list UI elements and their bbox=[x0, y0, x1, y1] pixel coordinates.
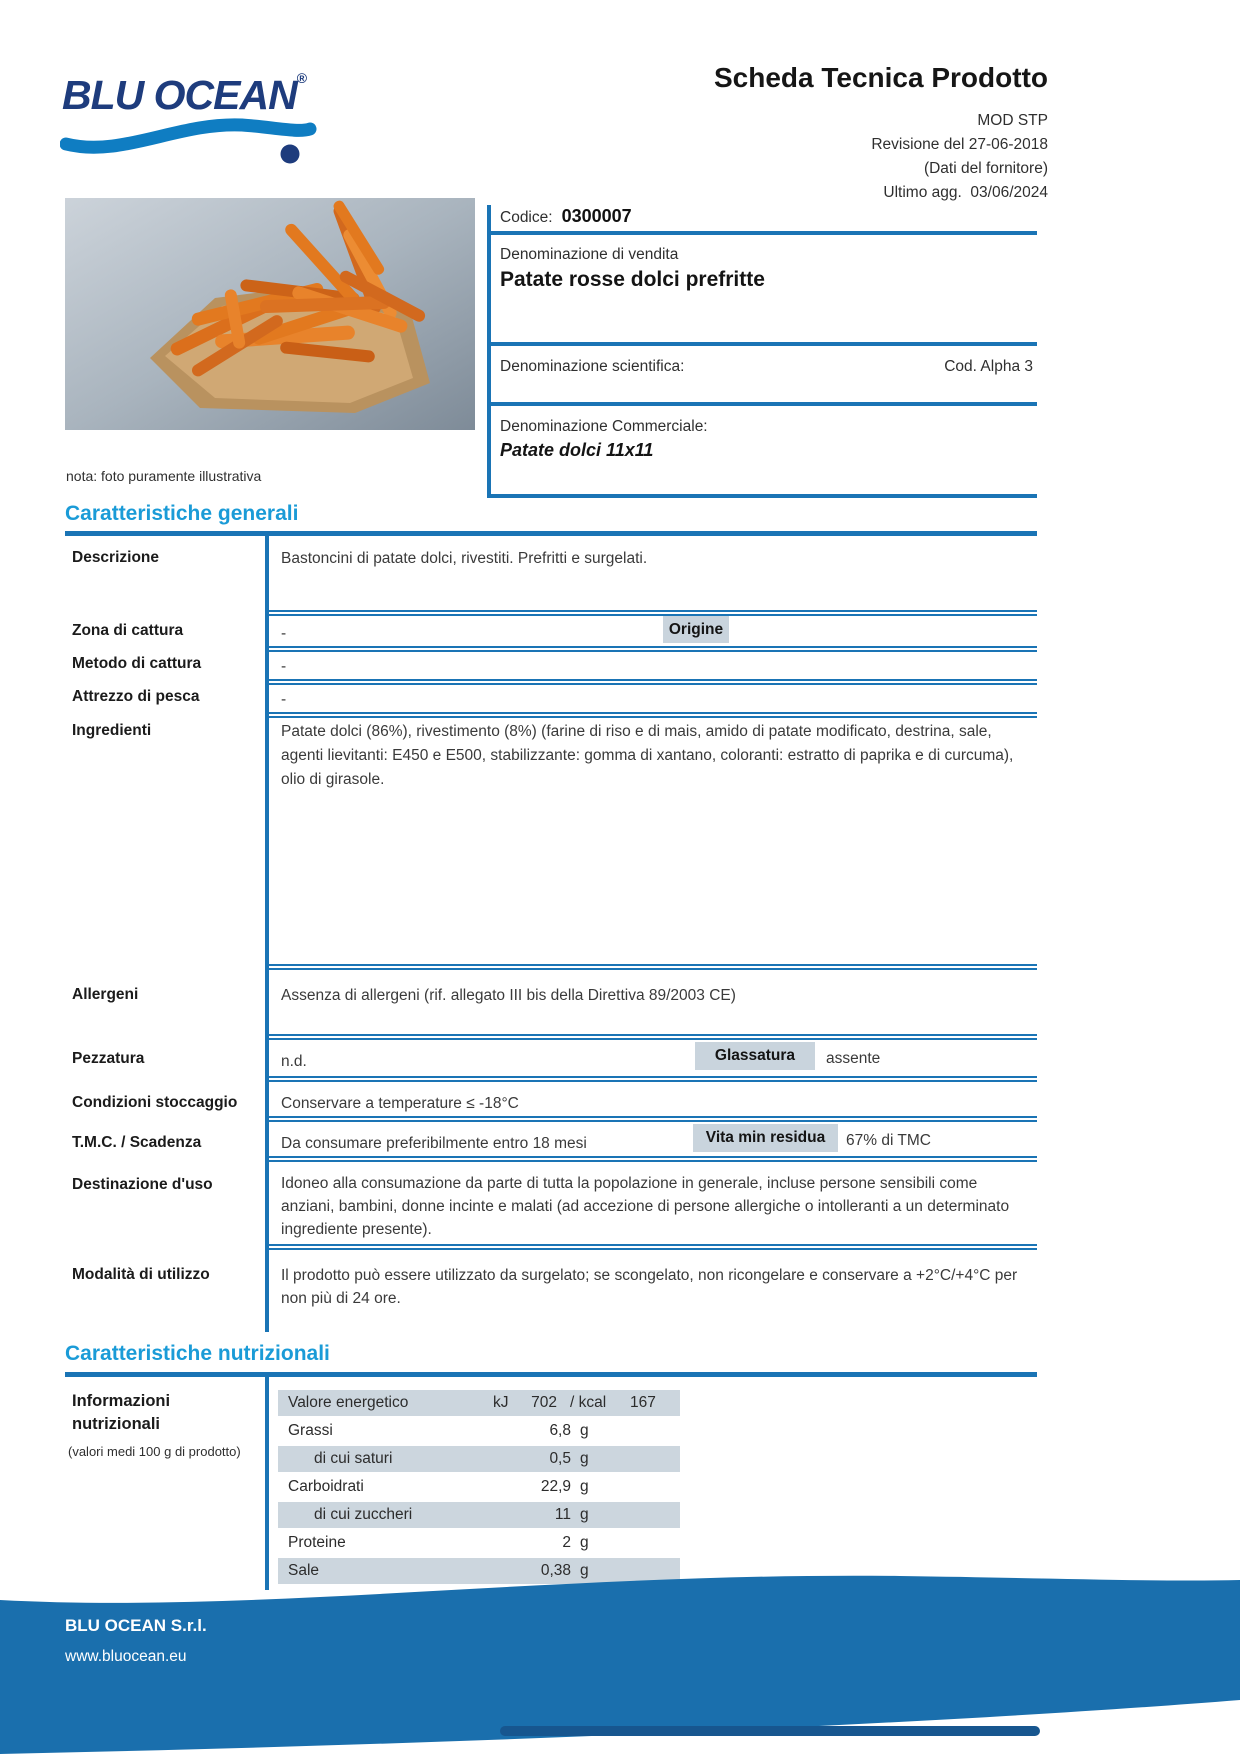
section-heading-general: Caratteristiche generali bbox=[65, 502, 299, 525]
row-separator bbox=[265, 1156, 1037, 1162]
photo-note: nota: foto puramente illustrativa bbox=[66, 468, 262, 484]
scientific-name-label: Denominazione scientifica: bbox=[500, 358, 685, 375]
row-value-condizioni-stoccaggio: Conservare a temperature ≤ -18°C bbox=[281, 1095, 519, 1112]
nutrient-unit: g bbox=[580, 1478, 589, 1495]
row-value-ingredienti: Patate dolci (86%), rivestimento (8%) (farine di riso e di mais, amido di patate modificato, destrina, sale, agenti lievitanti: E450 e E500, stabilizzante: gomma di xantano, coloranti: estratto di paprika e di curcuma), olio di girasole. bbox=[281, 723, 1014, 788]
row-label-condizioni-stoccaggio: Condizioni stoccaggio bbox=[72, 1094, 238, 1111]
row-value-metodo-di-cattura: - bbox=[281, 658, 287, 675]
nutrition-info-title-2: nutrizionali bbox=[72, 1415, 160, 1433]
row-separator bbox=[265, 712, 1037, 718]
row-separator bbox=[265, 610, 1037, 616]
row-separator bbox=[265, 1116, 1037, 1122]
nutrient-name: di cui saturi bbox=[314, 1450, 393, 1467]
nutrition-info-title-1: Informazioni bbox=[72, 1392, 171, 1410]
vita-min-residua-value: 67% di TMC bbox=[846, 1132, 931, 1149]
nutrient-value: 2 bbox=[562, 1534, 571, 1551]
row-label-metodo-di-cattura: Metodo di cattura bbox=[72, 655, 202, 672]
nutrition-info-note: (valori medi 100 g di prodotto) bbox=[68, 1444, 241, 1459]
row-value-tmc-scadenza: Da consumare preferibilmente entro 18 mesi bbox=[281, 1135, 587, 1152]
product-code-label: Codice: bbox=[500, 209, 553, 226]
row-separator bbox=[265, 1076, 1037, 1082]
nutrient-value: 22,9 bbox=[540, 1478, 571, 1495]
row-value-descrizione: Bastoncini di patate dolci, rivestiti. Prefritti e surgelati. bbox=[281, 550, 648, 567]
sale-name-label: Denominazione di vendita bbox=[500, 246, 679, 263]
row-value-attrezzo-di-pesca: - bbox=[281, 691, 287, 708]
nutrient-name: Carboidrati bbox=[288, 1478, 364, 1495]
product-code-value: 0300007 bbox=[561, 206, 632, 226]
row-label-pezzatura: Pezzatura bbox=[72, 1050, 145, 1067]
scientific-name-value: Cod. Alpha 3 bbox=[944, 358, 1033, 375]
panel-separator bbox=[487, 494, 1037, 498]
row-value-allergeni: Assenza di allergeni (rif. allegato III bis della Direttiva 89/2003 CE) bbox=[281, 987, 736, 1004]
row-label-descrizione: Descrizione bbox=[72, 549, 160, 566]
nutrition-row-saturi bbox=[278, 1446, 680, 1472]
row-separator bbox=[265, 679, 1037, 685]
commercial-name: Patate dolci 11x11 bbox=[500, 440, 654, 460]
commercial-name-label: Denominazione Commerciale: bbox=[500, 418, 708, 435]
nutrient-name: Grassi bbox=[288, 1422, 333, 1439]
glassatura-chip: Glassatura bbox=[695, 1042, 815, 1070]
nutrient-unit: g bbox=[580, 1506, 589, 1523]
nutrition-row-energia bbox=[278, 1390, 680, 1416]
footer-website: www.bluocean.eu bbox=[65, 1648, 187, 1665]
row-label-tmc-scadenza: T.M.C. / Scadenza bbox=[72, 1134, 202, 1151]
nutrient-name: di cui zuccheri bbox=[314, 1506, 413, 1523]
row-value-destinazione-duso: Idoneo alla consumazione da parte di tutta la popolazione in generale, incluse persone sensibili come anziani, bambini, donne incinte e malati (ad accezione di persone allergiche o intolleranti a un determinato ingrediente presente). bbox=[281, 1175, 1010, 1238]
page-title: Scheda Tecnica Prodotto bbox=[714, 62, 1048, 93]
panel-left-border bbox=[487, 205, 491, 497]
panel-separator bbox=[487, 402, 1037, 406]
brand-logo-text: BLU OCEAN bbox=[62, 72, 297, 118]
footer-accent-bar bbox=[500, 1726, 1040, 1736]
energy-kcal-label: / kcal bbox=[570, 1394, 607, 1411]
nutrient-unit: g bbox=[580, 1450, 589, 1467]
row-label-allergeni: Allergeni bbox=[72, 986, 139, 1003]
row-label-attrezzo-di-pesca: Attrezzo di pesca bbox=[72, 688, 200, 705]
vita-min-residua-chip: Vita min residua bbox=[693, 1124, 838, 1152]
nutrient-name: Proteine bbox=[288, 1534, 346, 1551]
row-value-modalita-di-utilizzo: Il prodotto può essere utilizzato da surgelato; se scongelato, non ricongelare e conservare a +2°C/+4°C per non più di 24 ore. bbox=[281, 1267, 1018, 1307]
nutrition-row-proteine bbox=[278, 1530, 680, 1556]
fries-illustration bbox=[65, 198, 475, 430]
nutrient-value: 0,5 bbox=[549, 1450, 571, 1467]
nutrient-name: Valore energetico bbox=[288, 1394, 409, 1411]
panel-separator bbox=[487, 231, 1037, 235]
doc-meta-source: (Dati del fornitore) bbox=[923, 160, 1048, 177]
logo-wave-icon bbox=[60, 112, 318, 164]
row-separator bbox=[265, 964, 1037, 970]
table-divider bbox=[265, 536, 269, 1332]
row-separator bbox=[265, 646, 1037, 652]
glassatura-value: assente bbox=[826, 1050, 881, 1067]
nutrient-value: 11 bbox=[554, 1506, 571, 1523]
doc-meta-revision: Revisione del 27-06-2018 bbox=[871, 136, 1048, 153]
doc-meta-updated: Ultimo agg. 03/06/2024 bbox=[883, 184, 1048, 201]
row-label-destinazione-duso: Destinazione d'uso bbox=[72, 1176, 213, 1193]
row-label-ingredienti: Ingredienti bbox=[72, 722, 152, 739]
sale-name: Patate rosse dolci prefritte bbox=[500, 268, 765, 291]
energy-kj-value: 702 bbox=[531, 1394, 557, 1411]
nutrient-value: 0,38 bbox=[540, 1562, 571, 1579]
product-photo bbox=[65, 198, 475, 430]
section-rule bbox=[65, 1372, 1037, 1377]
nutrition-row-carboidrati bbox=[278, 1474, 680, 1500]
row-value-pezzatura: n.d. bbox=[281, 1053, 307, 1070]
registered-mark: ® bbox=[296, 70, 308, 86]
footer-company-name: BLU OCEAN S.r.l. bbox=[65, 1616, 207, 1635]
nutrition-row-grassi bbox=[278, 1418, 680, 1444]
nutrient-unit: g bbox=[580, 1562, 589, 1579]
panel-separator bbox=[487, 342, 1037, 346]
row-value-zona-di-cattura: - bbox=[281, 625, 287, 642]
product-code-row bbox=[500, 206, 632, 227]
row-label-modalita-di-utilizzo: Modalità di utilizzo bbox=[72, 1266, 210, 1283]
section-rule bbox=[65, 531, 1037, 536]
nutrient-name: Sale bbox=[288, 1562, 320, 1579]
energy-kcal-value: 167 bbox=[630, 1394, 656, 1411]
section-heading-nutrition: Caratteristiche nutrizionali bbox=[65, 1342, 330, 1365]
row-separator bbox=[265, 1244, 1037, 1250]
nutrition-row-zuccheri bbox=[278, 1502, 680, 1528]
nutrient-value: 6,8 bbox=[549, 1422, 571, 1439]
nutrient-unit: g bbox=[580, 1422, 589, 1439]
row-label-zona-di-cattura: Zona di cattura bbox=[72, 622, 184, 639]
doc-meta-mod: MOD STP bbox=[977, 112, 1048, 129]
origine-chip: Origine bbox=[663, 616, 729, 643]
row-separator bbox=[265, 1034, 1037, 1040]
energy-kj-label: kJ bbox=[493, 1394, 509, 1411]
nutrient-unit: g bbox=[580, 1534, 589, 1551]
